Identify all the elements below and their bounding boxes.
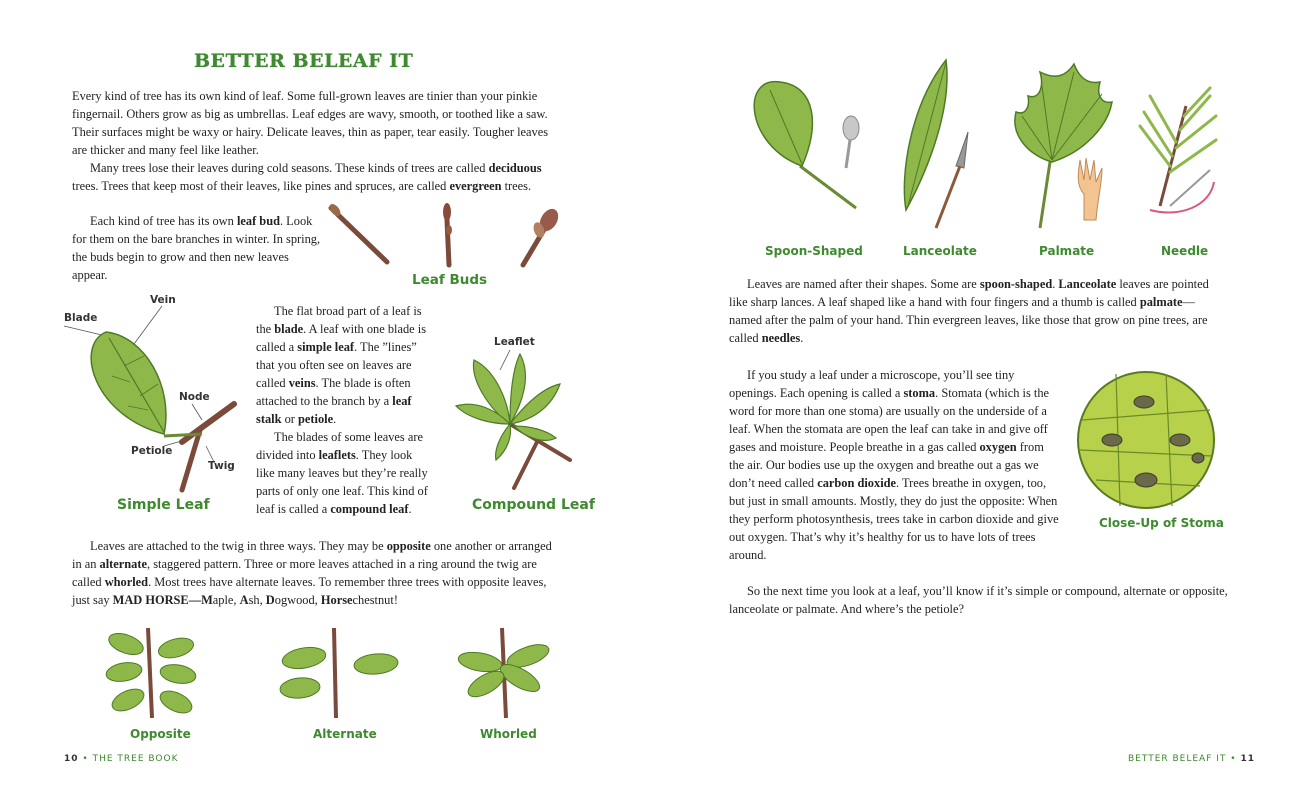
blade-paragraph: The flat broad part of a leaf is the blade. A leaf with one blade is called a simple leaf. The ”lines” that you often see on leaves are called veins. The blade is often attached to the branch by a leaf stalk or petiole. [256,304,427,426]
intro-paragraph-1: Every kind of tree has its own kind of leaf. Some full-grown leaves are tinier than your pinkie fingernail. Others grow as big as umbrellas. Leaf edges are wavy, smooth, or toothed like a saw. Their surfaces might be waxy or hairy. Delicate leaves, thin as paper, tear easily. Tougher leaves are thicker and many feel like leather. [72,89,549,157]
needle-leaf [1140,88,1216,212]
compound-leaf-illustration [450,340,590,490]
opposite-arrangement-illustration [96,622,216,722]
label-petiole: Petiole [131,445,173,457]
stoma-paragraph: If you study a leaf under a microscope, you’ll see tiny openings. Each opening is called a stoma. Stomata (which is the word for more than one stoma) are usually on the underside of a leaf. When the stomata are open the leaf can take in and give off gases and moisture. People breathe in a gas called oxygen from the air. Our bodies use up the oxygen and breathe out a gas we don’t need called carbon dioxide. Trees breathe in oxygen, too, but just in small amounts. Mostly, they do just the opposite: When they perform photosynthesis, trees take in carbon dioxide and give out oxygen. That’s why it’s healthy for us to have lots of trees around. [729,368,1059,562]
closing-paragraph: So the next time you look at a leaf, you’ll know if it’s simple or compound, alternate or opposite, lanceolate or palmate. And where’s the petiole? [729,584,1228,616]
stoma-caption: Close-Up of Stoma [1099,516,1224,530]
leaf-shapes-paragraph: Leaves are named after their shapes. Some are spoon-shaped. Lanceolate leaves are pointed like sharp lances. A leaf shaped like a hand with four fingers and a thumb is called palmate— named after the palm of your hand. Thin evergreen leaves, like those that grow on pine trees, are called needles. [729,277,1209,345]
page-title: BETTER BELEAF IT [194,50,414,72]
label-twig: Twig [208,460,235,472]
intro-text [72,87,558,195]
leaf-shapes-illustration [740,56,1230,236]
caption-whorled: Whorled [480,727,537,741]
spoon-shaped-leaf [754,82,859,208]
simple-leaf-caption: Simple Leaf [117,497,210,513]
palmate-leaf [1015,64,1112,228]
label-node: Node [179,391,210,403]
label-vein: Vein [150,294,176,306]
compound-leaf-caption: Compound Leaf [472,497,595,513]
arrangement-paragraph: Leaves are attached to the twig in three ways. They may be opposite one another or arranged in an alternate, staggered pattern. Three or more leaves attached in a ring around the twig are called whorled. Most trees have alternate leaves. To remember three trees with opposite leaves, just say MAD HORSE—Maple, Ash, Dogwood, Horsechestnut! [72,539,552,607]
leaf-bud-paragraph: Each kind of tree has its own leaf bud. Look for them on the bare branches in winter. In spring, the buds begin to grow and then new leaves appear. [72,214,321,282]
lanceolate-leaf [904,60,968,228]
caption-alternate: Alternate [313,727,377,741]
label-blade: Blade [64,312,98,324]
label-leaflet: Leaflet [494,336,535,348]
caption-lanceolate: Lanceolate [903,244,977,258]
caption-opposite: Opposite [130,727,191,741]
caption-needle: Needle [1161,244,1209,258]
whorled-arrangement-illustration [450,622,560,722]
leaf-buds-caption: Leaf Buds [412,272,488,288]
stoma-closeup-illustration [1076,370,1216,510]
caption-spoon-shaped: Spoon-Shaped [765,244,863,258]
alternate-arrangement-illustration [270,622,410,722]
leaf-parts-text [256,302,434,518]
left-page-folio: 10 • THE TREE BOOK [64,754,179,764]
leaf-bud-3 [523,206,562,265]
leaflet-paragraph: The blades of some leaves are divided into leaflets. They look like many leaves but they’re really parts of only one leaf. This kind of leaf is called a compound leaf. [256,430,428,516]
leaf-bud-1 [327,202,387,262]
leaf-buds-illustration [325,200,575,275]
right-page-folio: BETTER BELEAF IT • 11 [1128,754,1255,764]
leaf-bud-2 [443,203,452,265]
intro-paragraph-2: Many trees lose their leaves during cold seasons. These kinds of trees are called deciduous trees. Trees that keep most of their leaves, like pines and spruces, are called evergreen trees. [72,161,542,193]
caption-palmate: Palmate [1039,244,1095,258]
